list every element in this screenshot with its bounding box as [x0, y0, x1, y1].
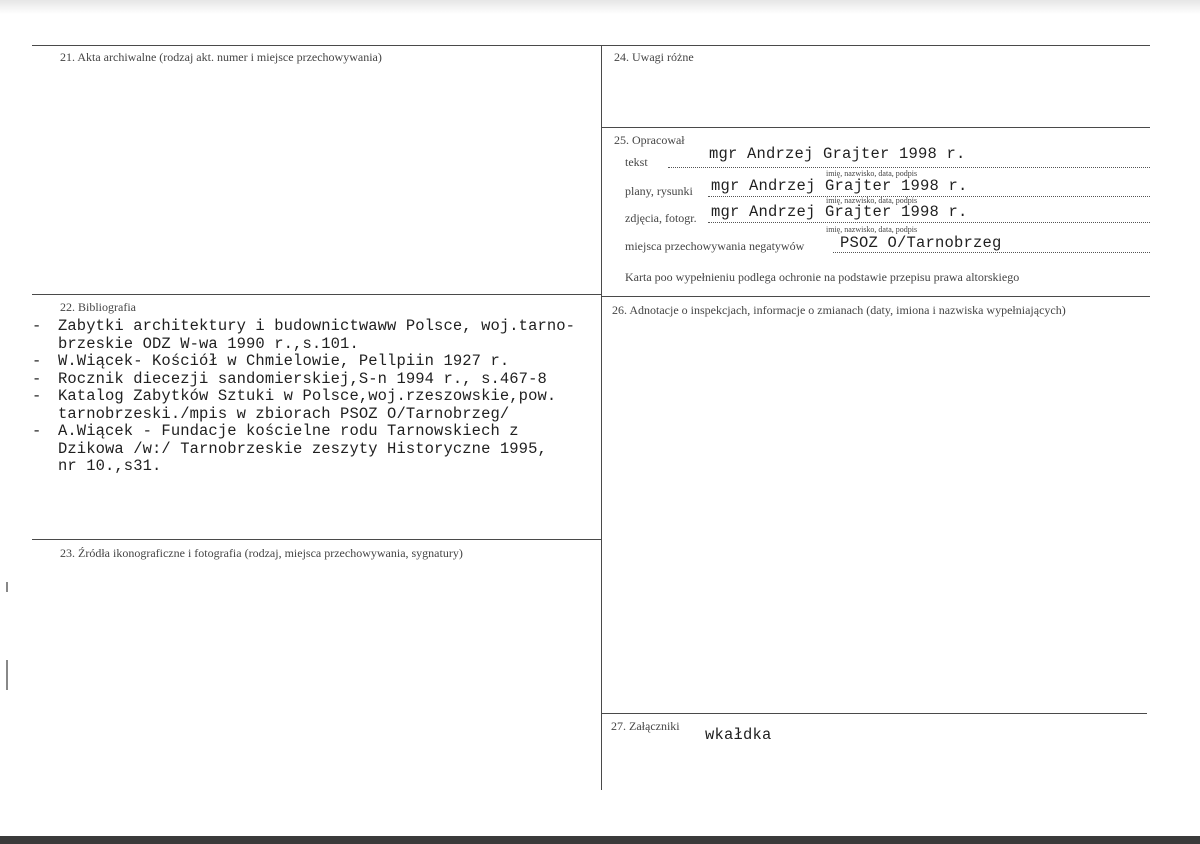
zdjecia-dotted-line — [708, 222, 1150, 223]
plany-caption: imię, nazwisko, data, podpis — [826, 196, 918, 205]
bibliography-line: tarnobrzeski./mpis w zbiorach PSOZ O/Tarnobrzeg/ — [58, 404, 510, 423]
section-24-label: 24. Uwagi różne — [614, 50, 694, 64]
tekst-caption: imię, nazwisko, data, podpis — [826, 169, 918, 178]
negatywy-dotted-line — [833, 252, 1150, 253]
plany-value: mgr Andrzej Grajter 1998 r. — [711, 177, 968, 195]
attachments-value: wkałdka — [705, 726, 772, 744]
section-23-label: 23. Źródła ikonograficzne i fotografia (rodzaj, miejsca przechowywania, sygnatury) — [60, 546, 463, 560]
rule-21-22-left — [32, 294, 602, 295]
bibliography-line: - Katalog Zabytków Sztuki w Polsce,woj.rzeszowskie,pow. — [32, 387, 557, 405]
bibliography-list — [32, 318, 612, 476]
plany-label: plany, rysunki — [625, 184, 693, 198]
bibliography-line: - Zabytki architektury i budownictwaww Polsce, woj.tarno- — [32, 317, 576, 335]
bibliography-line: - W.Wiącek- Kościół w Chmielowie, Pellpiin 1927 r. — [32, 352, 510, 370]
page-top-edge — [0, 0, 1200, 14]
section-21-label: 21. Akta archiwalne (rodzaj akt. numer i miejsce przechowywania) — [60, 50, 382, 64]
bibliography-line: Dzikowa /w:/ Tarnobrzeskie zeszyty Historyczne 1995, — [58, 439, 547, 458]
section-27-label: 27. Załączniki — [611, 719, 680, 733]
top-rule — [32, 45, 1150, 46]
section-25-label: 25. Opracował — [614, 133, 685, 147]
bibliography-line: - A.Wiącek - Fundacje kościelne rodu Tarnowskiech z — [32, 422, 519, 440]
zdjecia-value: mgr Andrzej Grajter 1998 r. — [711, 203, 968, 221]
rule-26-27 — [601, 713, 1147, 714]
negatywy-value: PSOZ O/Tarnobrzeg — [840, 234, 1002, 252]
tekst-value: mgr Andrzej Grajter 1998 r. — [709, 145, 966, 163]
bibliography-line: nr 10.,s31. — [58, 457, 162, 475]
negatywy-label: miejsca przechowywania negatywów — [625, 239, 805, 253]
scan-mark — [6, 660, 8, 690]
section-22-label: 22. Bibliografia — [60, 300, 136, 314]
page-bottom-edge — [0, 836, 1200, 844]
tekst-dotted-line — [668, 167, 1150, 168]
section-26-label: 26. Adnotacje o inspekcjach, informacje o zmianach (daty, imiona i nazwiska wypełniających) — [612, 303, 1066, 317]
tekst-label: tekst — [625, 155, 648, 169]
plany-dotted-line — [708, 196, 1150, 197]
rule-25-26 — [601, 296, 1150, 297]
rule-24-25 — [601, 127, 1150, 128]
copyright-note: Karta poo wypełnieniu podlega ochronie na podstawie przepisu prawa altorskiego — [625, 270, 1020, 284]
bibliography-line: brzeskie ODZ W-wa 1990 r.,s.101. — [58, 334, 359, 353]
rule-22-23 — [32, 539, 602, 540]
bibliography-line: - Rocznik diecezji sandomierskiej,S-n 1994 r., s.467-8 — [32, 369, 547, 388]
zdjecia-label: zdjęcia, fotogr. — [625, 211, 697, 225]
scan-mark — [6, 582, 8, 592]
zdjecia-caption: imię, nazwisko, data, podpis — [826, 225, 918, 234]
